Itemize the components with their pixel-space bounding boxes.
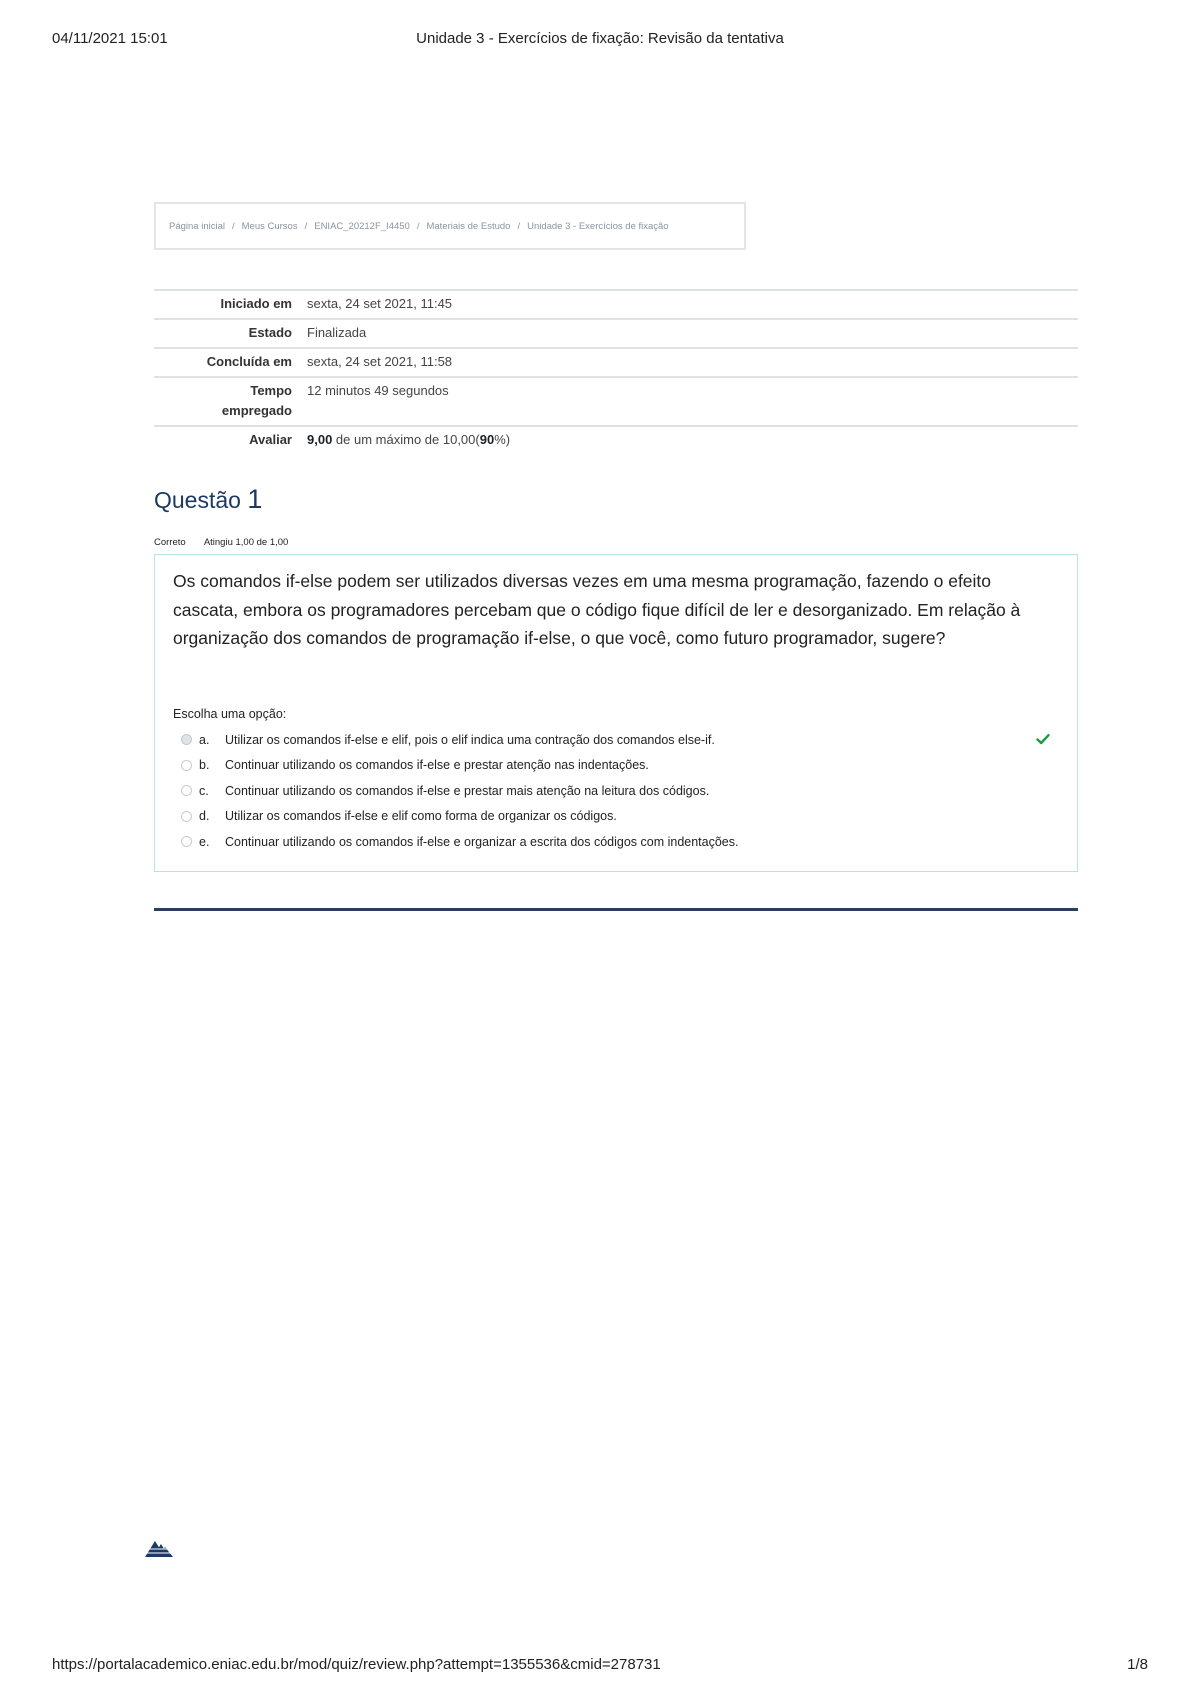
summary-value: Finalizada — [292, 319, 1078, 348]
summary-label-line: Tempo — [250, 383, 292, 398]
answer-letter: c. — [199, 783, 209, 798]
answer-text: Utilizar os comandos if-else e elif, pois o elif indica uma contração dos comandos else-if. — [225, 732, 715, 747]
summary-label: Iniciado em — [154, 290, 292, 319]
question-number: 1 — [247, 484, 263, 514]
answer-text: Continuar utilizando os comandos if-else e prestar atenção nas indentações. — [225, 758, 649, 773]
answer-prompt: Escolha uma opção: — [173, 707, 287, 721]
summary-value — [292, 426, 1078, 454]
breadcrumb-quiz[interactable]: Unidade 3 - Exercícios de fixação — [527, 220, 669, 232]
breadcrumb-separator: / — [231, 220, 235, 232]
question-status: Correto — [154, 537, 186, 548]
answer-radio[interactable] — [181, 734, 192, 745]
page-number: 1/8 — [1127, 1656, 1148, 1673]
summary-value: sexta, 24 set 2021, 11:45 — [292, 290, 1078, 319]
summary-label: Avaliar — [154, 426, 292, 454]
summary-value: 12 minutos 49 segundos — [292, 377, 1078, 426]
logo-icon — [144, 1538, 174, 1558]
breadcrumb-separator: / — [304, 220, 308, 232]
answer-option-e[interactable] — [181, 829, 1051, 855]
attempt-summary-table — [154, 289, 1078, 454]
answer-option-d[interactable] — [181, 804, 1051, 830]
question-text: Os comandos if-else podem ser utilizados diversas vezes em uma mesma programação, fazendo o efeito cascata, embora os programadores percebam que o código fique difícil de ler e desorganizado. Em relação à organização dos comandos de programação if-else, o que você, como futuro programador, sugere? — [173, 571, 1021, 648]
summary-row-completed — [154, 348, 1078, 377]
answer-letter: d. — [199, 809, 210, 824]
answer-option-a[interactable] — [181, 727, 1051, 753]
breadcrumb-home[interactable]: Página inicial — [169, 220, 225, 232]
answer-option-c[interactable] — [181, 778, 1051, 804]
question-title-prefix: Questão — [154, 487, 241, 513]
answer-option-b[interactable] — [181, 753, 1051, 779]
summary-label-line: empregado — [221, 403, 292, 418]
print-header — [52, 30, 1148, 52]
answer-text: Utilizar os comandos if-else e elif como forma de organizar os códigos. — [225, 809, 617, 824]
summary-value: sexta, 24 set 2021, 11:58 — [292, 348, 1078, 377]
print-date: 04/11/2021 15:01 — [52, 30, 168, 47]
answer-radio[interactable] — [181, 760, 192, 771]
question-mark: Atingiu 1,00 de 1,00 — [203, 537, 289, 548]
summary-label: Concluída em — [154, 348, 292, 377]
answer-letter: a. — [199, 732, 210, 747]
breadcrumb-section[interactable]: Materiais de Estudo — [426, 220, 511, 232]
breadcrumb — [154, 202, 746, 250]
grade-percent: 90 — [479, 432, 495, 447]
answer-list — [181, 727, 1051, 855]
breadcrumb-separator: / — [416, 220, 420, 232]
summary-row-started — [154, 290, 1078, 319]
answer-text: Continuar utilizando os comandos if-else e organizar a escrita dos códigos com indentações. — [225, 834, 739, 849]
answer-radio[interactable] — [181, 785, 192, 796]
answer-radio[interactable] — [181, 836, 192, 847]
print-title: Unidade 3 - Exercícios de fixação: Revisão da tentativa — [416, 30, 784, 47]
answer-text: Continuar utilizando os comandos if-else e prestar mais atenção na leitura dos códigos. — [225, 783, 710, 798]
breadcrumb-course[interactable]: ENIAC_20212F_I4450 — [314, 220, 410, 232]
question-title — [154, 484, 262, 515]
answer-letter: b. — [199, 758, 210, 773]
grade-end: %) — [494, 432, 511, 447]
question-info — [154, 537, 304, 548]
breadcrumb-my-courses[interactable]: Meus Cursos — [241, 220, 298, 232]
question-content-box — [154, 554, 1078, 872]
summary-row-grade — [154, 426, 1078, 454]
print-url: https://portalacademico.eniac.edu.br/mod/quiz/review.php?attempt=1355536&cmid=278731 — [52, 1656, 661, 1673]
grade-rest: de um máximo de 10,00( — [332, 432, 480, 447]
section-divider — [154, 908, 1078, 911]
summary-row-time — [154, 377, 1078, 426]
answer-letter: e. — [199, 834, 210, 849]
summary-label: Estado — [154, 319, 292, 348]
summary-row-state — [154, 319, 1078, 348]
breadcrumb-separator: / — [517, 220, 521, 232]
grade-score: 9,00 — [307, 432, 333, 447]
check-icon — [1035, 731, 1051, 747]
answer-radio[interactable] — [181, 811, 192, 822]
summary-label — [154, 377, 292, 426]
